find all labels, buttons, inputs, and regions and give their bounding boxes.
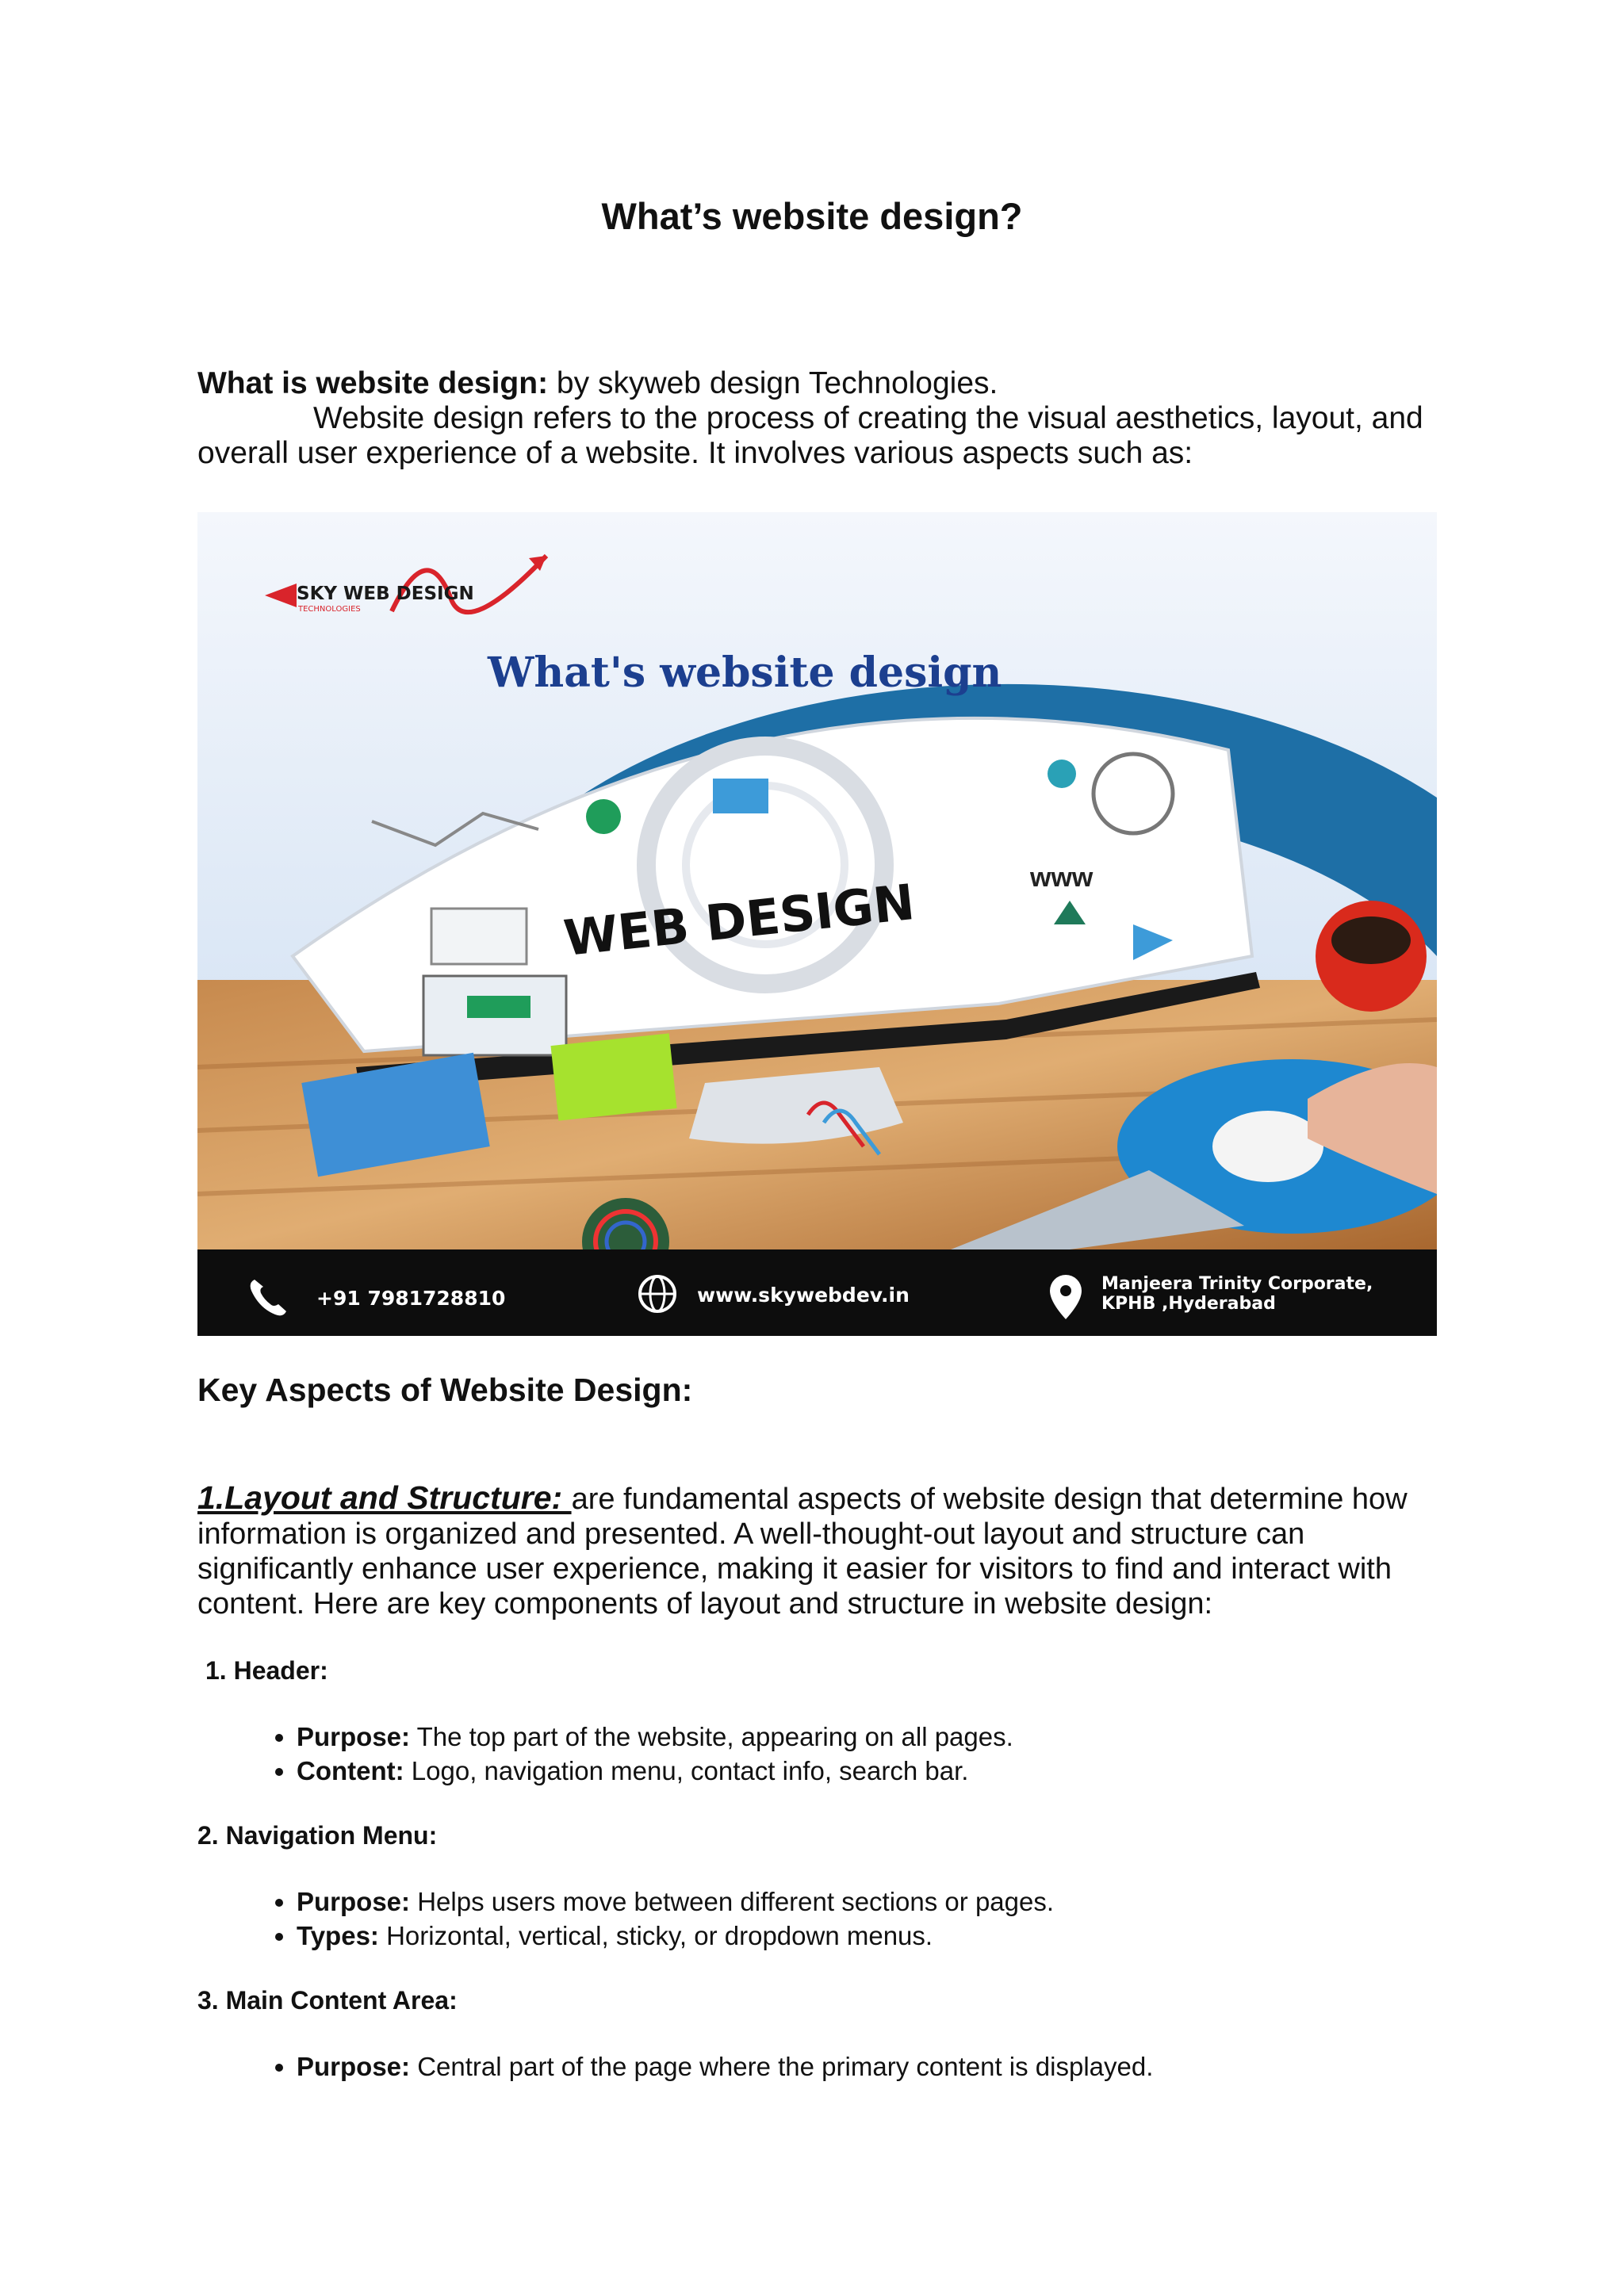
banner-screen-text: WEB DESIGN — [561, 873, 917, 968]
layout-structure-paragraph — [197, 1480, 1450, 1621]
grid-widget-icon — [431, 909, 527, 964]
layout-structure-lead: 1.Layout and Structure: — [197, 1479, 572, 1516]
list-item-text: The top part of the website, appearing on all pages. — [410, 1722, 1013, 1751]
list-item-label: Types: — [297, 1921, 379, 1950]
logo-text: SKY WEB DESIGN — [297, 584, 474, 604]
intro-heading-rest: by skyweb design Technologies. — [548, 366, 998, 400]
list-item — [297, 1720, 1486, 1754]
layout-structure-body: are fundamental aspects of website design that determine how information is organized and presented. A well-thought-out layout and structure can significantly enhance user experience, making it easier for visitors to find and interact with content. Here are key components of layout and structure in website design: — [197, 1483, 1408, 1621]
banner-illustration — [197, 512, 1437, 1336]
list-item-text: Helps users move between different sections or pages. — [410, 1887, 1055, 1916]
list-item-label: Content: — [297, 1756, 404, 1785]
intro-section — [197, 366, 1434, 471]
navigation-bullet-list — [238, 1885, 1486, 1953]
intro-heading-bold: What is website design: — [197, 366, 549, 400]
banner-headline: What's website design — [488, 649, 1002, 697]
list-item — [297, 1919, 1486, 1953]
address-line-1: Manjeera Trinity Corporate, — [1101, 1274, 1373, 1294]
key-aspects-heading: Key Aspects of Website Design: — [197, 1372, 693, 1408]
header-bullet-list — [238, 1720, 1486, 1788]
intro-heading — [197, 366, 1434, 401]
list-item-text: Logo, navigation menu, contact info, search bar. — [404, 1756, 969, 1785]
list-item-label: Purpose: — [297, 1887, 411, 1916]
list-item — [297, 1885, 1486, 1919]
subsection-title-main-content: 3. Main Content Area: — [197, 1986, 458, 2015]
info-icon — [586, 799, 621, 834]
list-item-text: Central part of the page where the primary content is displayed. — [410, 2052, 1154, 2081]
mouse — [1212, 1111, 1323, 1182]
list-item-text: Horizontal, vertical, sticky, or dropdown menus. — [378, 1921, 933, 1950]
document-title: What’s website design? — [601, 195, 1023, 237]
main-content-bullet-list — [238, 2049, 1486, 2084]
sticky-note-green — [550, 1033, 676, 1120]
subsection-title-header: 1. Header: — [205, 1656, 328, 1685]
list-item-label: Purpose: — [297, 2052, 411, 2081]
phone-text: +91 7981728810 — [316, 1287, 506, 1310]
list-item — [297, 1754, 1486, 1788]
banner-image — [197, 512, 1437, 1336]
list-item — [297, 2049, 1486, 2084]
address-line-2: KPHB ,Hyderabad — [1101, 1294, 1276, 1314]
intro-body: Website design refers to the process of creating the visual aesthetics, layout, and overall user experience of a website. It involves various aspects such as: — [197, 401, 1423, 470]
banner-www-text: www — [1030, 863, 1094, 893]
list-item-label: Purpose: — [297, 1722, 411, 1751]
mail-icon — [713, 779, 768, 813]
logo-subtext: TECHNOLOGIES — [298, 605, 361, 614]
subsection-title-navigation: 2. Navigation Menu: — [197, 1821, 438, 1850]
website-text: www.skywebdev.in — [697, 1284, 910, 1307]
